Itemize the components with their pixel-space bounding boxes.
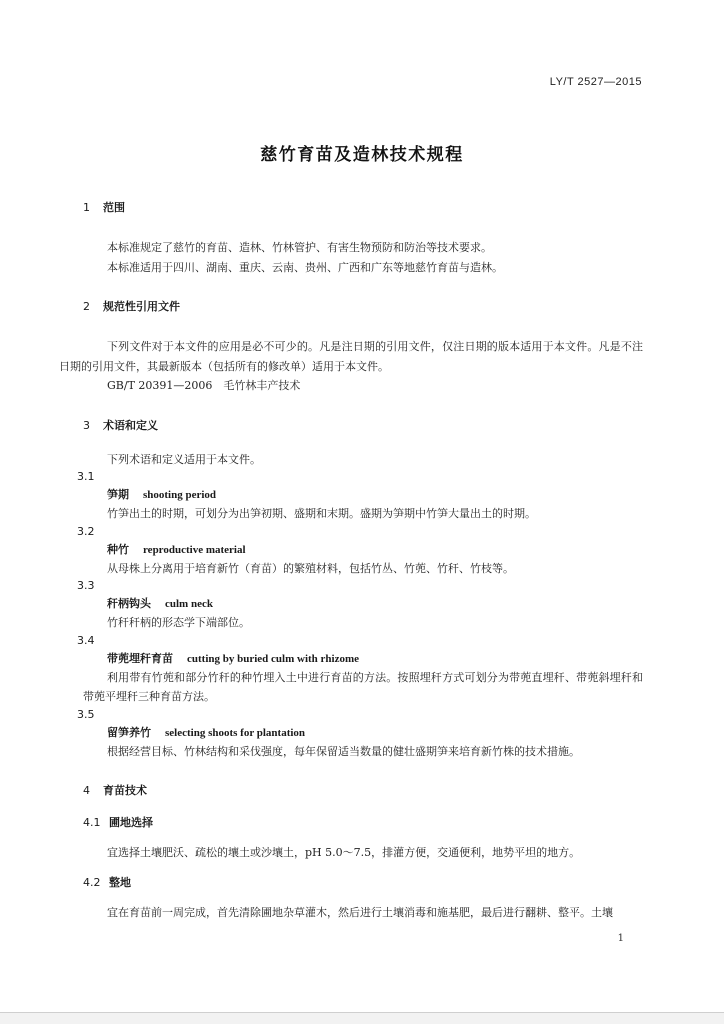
term-number: 3.3 <box>77 579 95 592</box>
section-2-heading <box>83 299 643 315</box>
term-3-3 <box>77 578 643 633</box>
term-definition: 竹秆秆柄的形态学下端部位。 <box>107 616 250 629</box>
paragraph: 下列术语和定义适用于本文件。 <box>107 452 261 466</box>
subsection-title: 整地 <box>109 875 131 889</box>
term-zh: 留笋养竹 <box>107 725 151 739</box>
term-number: 3.2 <box>77 524 95 538</box>
section-number: 3 <box>83 418 90 432</box>
section-number: 2 <box>83 300 90 313</box>
subsection-title: 圃地选择 <box>109 816 153 829</box>
subsection-number: 4.1 <box>83 816 101 829</box>
term-zh: 秆柄钩头 <box>107 597 151 610</box>
term-title <box>83 540 643 559</box>
section-title: 育苗技术 <box>103 784 147 797</box>
term-title <box>83 723 643 742</box>
term-3-5 <box>77 707 643 762</box>
subsection-4-2-heading <box>83 875 643 891</box>
term-definition: 从母株上分离用于培育新竹（育苗）的繁殖材料，包括竹丛、竹蔸、竹秆、竹枝等。 <box>107 561 514 575</box>
term-title <box>83 485 643 504</box>
section-1-heading <box>83 200 643 216</box>
paragraph: 本标准适用于四川、湖南、重庆、云南、贵州、广西和广东等地慈竹育苗与造林。 <box>107 260 503 274</box>
term-title <box>83 649 643 668</box>
document-body <box>59 200 643 922</box>
term-en: cutting by buried culm with rhizome <box>187 652 360 665</box>
term-en: culm neck <box>165 598 213 610</box>
term-number: 3.4 <box>77 633 95 647</box>
paragraph: 宜在育苗前一周完成，首先清除圃地杂草灌木，然后进行土壤消毒和施基肥，最后进行翻耕、整平。土壤 <box>107 905 613 919</box>
paragraph: 本标准规定了慈竹的育苗、造林、竹林管护、有害生物预防和防治等技术要求。 <box>107 241 492 254</box>
section-number: 1 <box>83 201 90 214</box>
term-definition: 利用带有竹蔸和部分竹秆的种竹埋入土中进行育苗的方法。按照埋秆方式可划分为带蔸直埋秆、带蔸斜埋秆和带蔸平埋秆三种育苗方法。 <box>83 670 643 703</box>
term-title <box>83 594 643 613</box>
term-en: selecting shoots for plantation <box>165 726 306 739</box>
term-3-4 <box>77 633 643 707</box>
document-title: 慈竹育苗及造林技术规程 <box>260 145 464 165</box>
term-3-1 <box>77 469 643 524</box>
section-title: 范围 <box>103 201 125 214</box>
footer-band <box>0 1013 724 1024</box>
reference-item: GB/T 20391—2006 毛竹林丰产技术 <box>107 379 301 392</box>
subsection-4-1-heading <box>83 815 643 831</box>
section-title: 术语和定义 <box>103 418 158 432</box>
section-title: 规范性引用文件 <box>103 300 180 313</box>
standard-code: LY/T 2527—2015 <box>549 76 642 88</box>
paragraph: 下列文件对于本文件的应用是必不可少的。凡是注日期的引用文件，仅注日期的版本适用于本文件。凡是不注日期的引用文件，其最新版本（包括所有的修改单）适用于本文件。 <box>59 340 643 373</box>
term-en: reproductive material <box>143 543 246 556</box>
term-zh: 带蔸埋秆育苗 <box>107 651 173 665</box>
page-number: 1 <box>617 933 624 944</box>
section-number: 4 <box>83 784 90 797</box>
section-3-heading <box>83 418 643 434</box>
term-number: 3.5 <box>77 707 95 721</box>
term-definition: 竹笋出土的时期，可划分为出笋初期、盛期和末期。盛期为笋期中竹笋大量出土的时期。 <box>107 507 536 520</box>
subsection-number: 4.2 <box>83 875 101 889</box>
term-3-2 <box>77 524 643 579</box>
term-zh: 笋期 <box>107 488 129 501</box>
term-zh: 种竹 <box>107 542 129 556</box>
term-number: 3.1 <box>77 470 95 483</box>
term-definition: 根据经营目标、竹林结构和采伐强度，每年保留适当数量的健壮盛期笋来培育新竹株的技术措施。 <box>107 744 580 758</box>
section-4-heading <box>83 783 643 799</box>
paragraph: 宜选择土壤肥沃、疏松的壤土或沙壤土，pH 5.0～7.5，排灌方便，交通便利，地势平坦的地方。 <box>107 846 581 859</box>
term-en: shooting period <box>143 489 217 501</box>
